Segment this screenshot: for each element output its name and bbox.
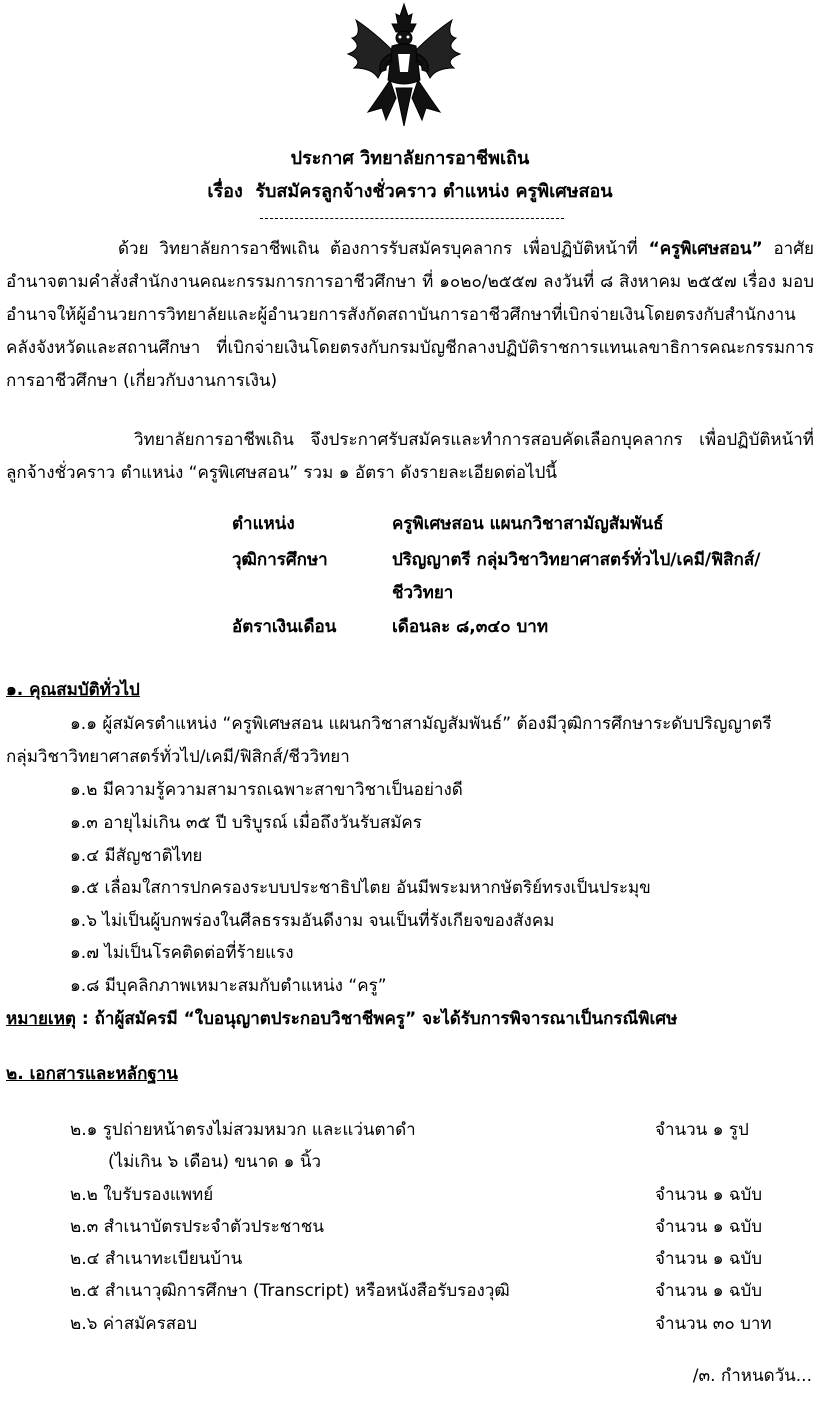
intro-p1-bold: “ครูพิเศษสอน”: [648, 239, 763, 259]
section1-item-8: ๑.๘ มีบุคลิกภาพเหมาะสมกับตำแหน่ง “ครู”: [70, 976, 387, 996]
section2-item-4-qty: จำนวน ๑ ฉบับ: [655, 1249, 763, 1269]
section1-item-6: ๑.๖ ไม่เป็นผู้บกพร่องในศีลธรรมอันดีงาม จนเป็นที่รังเกียจของสังคม: [70, 911, 555, 931]
section2-item-1: ๒.๑ รูปถ่ายหน้าตรงไม่สวมหมวก และแว่นตาดำ: [70, 1120, 416, 1140]
section1-item-1-line2: กลุ่มวิชาวิทยาศาสตร์ทั่วไป/เคมี/ฟิสิกส์/ชีววิทยา: [6, 747, 350, 767]
section2-item-1-qty: จำนวน ๑ รูป: [655, 1120, 749, 1140]
subject-text: รับสมัครลูกจ้างชั่วคราว ตำแหน่ง ครูพิเศษสอน: [255, 181, 613, 202]
section2-item-6: ๒.๖ ค่าสมัครสอบ: [70, 1314, 198, 1334]
position-label: ตำแหน่ง: [232, 514, 295, 534]
section2-item-3-qty: จำนวน ๑ ฉบับ: [655, 1217, 763, 1237]
announcement-subject: [0, 181, 820, 203]
section1-item-1-line1: ๑.๑ ผู้สมัครตำแหน่ง “ครูพิเศษสอน แผนกวิชาสามัญสัมพันธ์” ต้องมีวุฒิการศึกษาระดับปริญญาตรี: [70, 714, 772, 734]
education-value-line2: ชีววิทยา: [392, 583, 454, 603]
section1-item-2: ๑.๒ มีความรู้ความสามารถเฉพาะสาขาวิชาเป็นอย่างดี: [70, 780, 463, 800]
section1-item-7: ๑.๗ ไม่เป็นโรคติดต่อที่ร้ายแรง: [70, 943, 294, 963]
section1-item-4: ๑.๔ มีสัญชาติไทย: [70, 846, 203, 866]
note-label: หมายเหตุ: [6, 1009, 76, 1029]
intro-p1-rest: อาศัยอำนาจตามคำสั่งสำนักงานคณะกรรมการการอาชีวศึกษา ที่ ๑๐๒๐/๒๕๕๗ ลงวันที่ ๘ สิงหาคม ๒๕๕๗ เรื่อง มอบอำนาจให้ผู้อำนวยการวิทยาลัยและผู้อำนวยการสังกัดสถาบันการอาชีวศึกษาที่เบิกจ่ายเงินโดยตรงกับสำนักงานคลังจังหวัดและสถานศึกษา ที่เบิกจ่ายเงินโดยตรงกับกรมบัญชีกลางปฏิบัติราชการแทนเลขาธิการคณะกรรมการการอาชีวศึกษา (เกี่ยวกับงานการเงิน): [6, 239, 814, 391]
education-value-line1: ปริญญาตรี กลุ่มวิชาวิทยาศาสตร์ทั่วไป/เคมี/ฟิสิกส์/: [392, 550, 761, 570]
section2-item-2: ๒.๒ ใบรับรองแพทย์: [70, 1185, 214, 1205]
section2-item-4: ๒.๔ สำเนาทะเบียนบ้าน: [70, 1249, 243, 1269]
continued-marker: /๓. กำหนดวัน...: [692, 1366, 812, 1386]
garuda-emblem-icon: [334, 2, 474, 130]
announcement-title: ประกาศ วิทยาลัยการอาชีพเถิน: [290, 148, 530, 169]
intro-paragraph-1: [6, 233, 814, 398]
intro-paragraph-2: วิทยาลัยการอาชีพเถิน จึงประกาศรับสมัครและทำการสอบคัดเลือกบุคลากร เพื่อปฏิบัติหน้าที่ลูกจ้างชั่วคราว ตำแหน่ง “ครูพิเศษสอน” รวม ๑ อัตรา ดังรายละเอียดต่อไปนี้: [6, 430, 814, 483]
section1-note: [6, 1009, 677, 1029]
section1-heading: ๑. คุณสมบัติทั่วไป: [6, 680, 140, 700]
section2-item-6-qty: จำนวน ๓๐ บาท: [655, 1314, 772, 1334]
section2-heading: ๒. เอกสารและหลักฐาน: [6, 1064, 178, 1084]
section2-item-3: ๒.๓ สำเนาบัตรประจำตัวประชาชน: [70, 1217, 324, 1237]
section2-item-1-line2: (ไม่เกิน ๖ เดือน) ขนาด ๑ นิ้ว: [108, 1152, 322, 1172]
education-label: วุฒิการศึกษา: [232, 550, 328, 570]
position-value: ครูพิเศษสอน แผนกวิชาสามัญสัมพันธ์: [392, 514, 664, 534]
section1-item-5: ๑.๕ เลื่อมใสการปกครองระบบประชาธิปไตย อันมีพระมหากษัตริย์ทรงเป็นประมุข: [70, 878, 651, 898]
salary-label: อัตราเงินเดือน: [232, 617, 337, 637]
note-text: : ถ้าผู้สมัครมี “ใบอนุญาตประกอบวิชาชีพครู” จะได้รับการพิจารณาเป็นกรณีพิเศษ: [75, 1009, 678, 1029]
section2-item-5-qty: จำนวน ๑ ฉบับ: [655, 1281, 763, 1301]
intro-p1-start: ด้วย วิทยาลัยการอาชีพเถิน ต้องการรับสมัครบุคลากร เพื่อปฏิบัติหน้าที่: [118, 239, 649, 259]
salary-value: เดือนละ ๘,๓๔๐ บาท: [392, 617, 549, 637]
section1-item-3: ๑.๓ อายุไม่เกิน ๓๕ ปี บริบูรณ์ เมื่อถึงวันรับสมัคร: [70, 813, 422, 833]
subject-label: เรื่อง: [207, 181, 243, 202]
section2-item-2-qty: จำนวน ๑ ฉบับ: [655, 1185, 763, 1205]
title-separator: [260, 218, 564, 219]
section2-item-5: ๒.๕ สำเนาวุฒิการศึกษา (Transcript) หรือหนังสือรับรองวุฒิ: [70, 1281, 510, 1301]
